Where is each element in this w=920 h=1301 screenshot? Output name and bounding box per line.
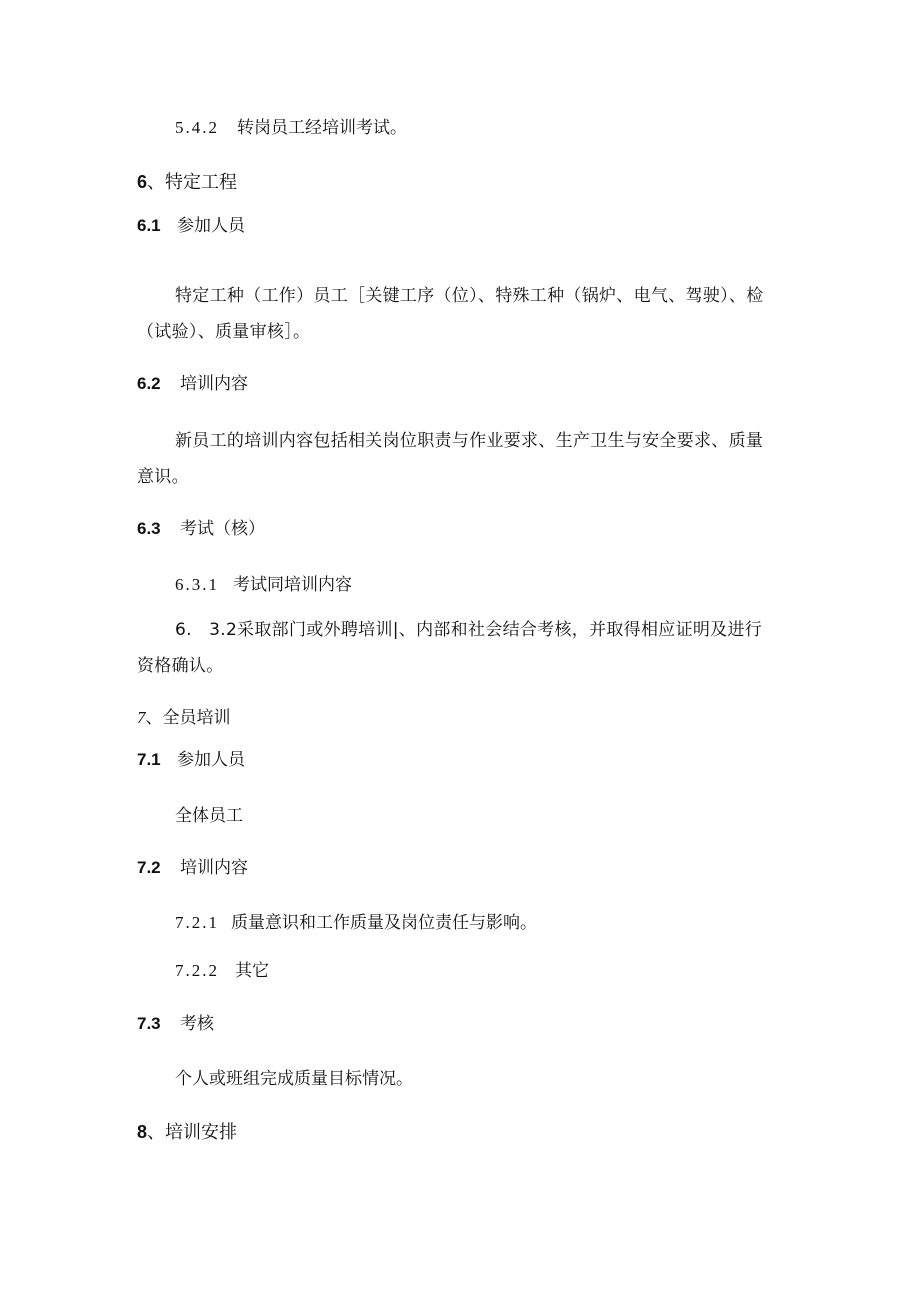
- clause-text: 转岗员工经培训考试。: [237, 118, 407, 138]
- section-6-2-heading: [137, 373, 248, 395]
- section-title: 参加人员: [177, 216, 245, 236]
- section-number: 7.1: [137, 750, 161, 769]
- section-number: 6.3: [137, 519, 161, 538]
- section-title: 考核: [180, 1014, 214, 1034]
- clause-number: 5.4.2: [175, 118, 219, 137]
- clause-number: 7.2.2: [175, 961, 219, 980]
- clause-text: 考试同培训内容: [233, 575, 352, 595]
- clause-6-3-1: [175, 574, 352, 596]
- section-title: 考试（核）: [180, 519, 265, 539]
- section-title: 、特定工程: [147, 172, 238, 193]
- clause-number: 6.3.1: [175, 575, 219, 594]
- section-title: 、培训安排: [147, 1122, 238, 1143]
- section-title: 培训内容: [180, 858, 248, 878]
- clause-7-2-1: [175, 912, 537, 934]
- section-8-heading: [137, 1121, 237, 1144]
- section-title: 、全员培训: [145, 708, 231, 728]
- section-number: 6: [137, 172, 148, 192]
- section-7-1-heading: [137, 749, 245, 771]
- section-7-2-heading: [137, 857, 248, 879]
- clause-5-4-2: [175, 117, 407, 139]
- section-number: 7: [137, 708, 146, 727]
- clause-text: 其它: [235, 961, 269, 981]
- section-number: 6.2: [137, 374, 161, 393]
- paragraph-7-3: 个人或班组完成质量目标情况。: [175, 1069, 413, 1089]
- section-title: 培训内容: [180, 374, 248, 394]
- paragraph-7-1: 全体员工: [175, 806, 243, 826]
- section-6-heading: [137, 171, 237, 194]
- clause-7-2-2: [175, 960, 269, 982]
- section-6-1-heading: [137, 215, 245, 237]
- clause-text: 质量意识和工作质量及岗位责任与影响。: [231, 913, 537, 933]
- section-7-heading: [137, 707, 231, 729]
- section-number: 6.1: [137, 216, 161, 235]
- section-number: 7.3: [137, 1014, 161, 1033]
- clause-number: 7.2.1: [175, 913, 219, 932]
- section-6-3-heading: [137, 518, 265, 540]
- section-7-3-heading: [137, 1013, 214, 1035]
- section-number: 8: [137, 1122, 148, 1142]
- paragraph-6-3-2: 6. 3.2采取部门或外聘培训|、内部和社会结合考核，并取得相应证明及进行资格确认。: [137, 620, 763, 676]
- paragraph-6-1: 特定工种（工作）员工［关键工序（位）、特殊工种（锅炉、电气、驾驶）、检（试验）、质量审核］。: [137, 286, 764, 342]
- paragraph-6-2: 新员工的培训内容包括相关岗位职责与作业要求、生产卫生与安全要求、质量意识。: [137, 431, 764, 487]
- section-number: 7.2: [137, 858, 161, 877]
- section-title: 参加人员: [177, 750, 245, 770]
